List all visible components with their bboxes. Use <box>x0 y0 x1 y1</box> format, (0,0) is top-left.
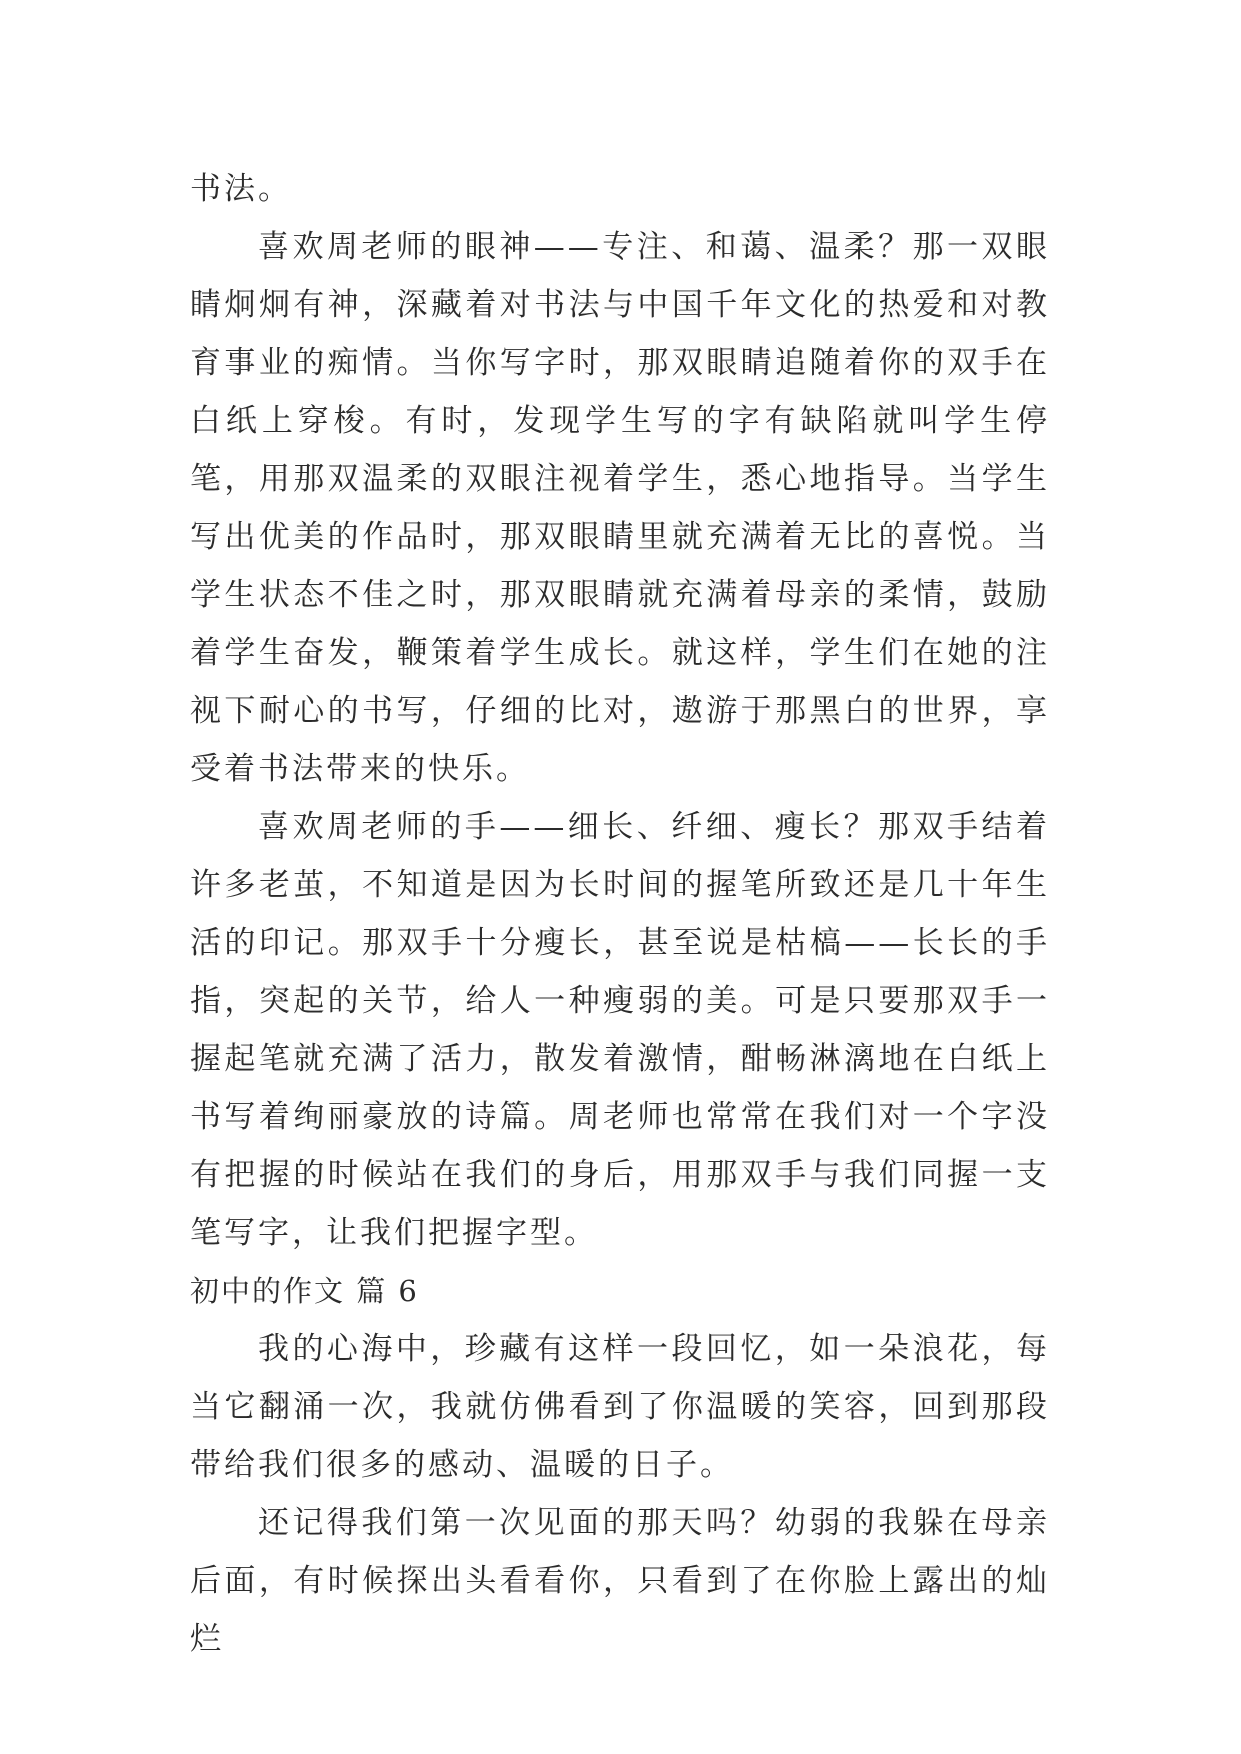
document-page <box>190 160 1050 1668</box>
paragraph-first-meeting: 还记得我们第一次见面的那天吗？幼弱的我躲在母亲后面，有时候探出头看看你，只看到了在你脸上露出的灿烂 <box>190 1505 1050 1657</box>
paragraph-continuation: 书法。 <box>190 171 292 207</box>
paragraph-teacher-hands: 喜欢周老师的手——细长、纤细、瘦长？那双手结着许多老茧，不知道是因为长时间的握笔所致还是几十年生活的印记。那双手十分瘦长，甚至说是枯槁——长长的手指，突起的关节，给人一种瘦弱的美。可是只要那双手一握起笔就充满了活力，散发着激情，酣畅淋漓地在白纸上书写着绚丽豪放的诗篇。周老师也常常在我们对一个字没有把握的时候站在我们的身后，用那双手与我们同握一支笔写字，让我们把握字型。 <box>190 809 1050 1251</box>
paragraph-teacher-eyes: 喜欢周老师的眼神——专注、和蔼、温柔？那一双眼睛炯炯有神，深藏着对书法与中国千年文化的热爱和对教育事业的痴情。当你写字时，那双眼睛追随着你的双手在白纸上穿梭。有时，发现学生写的字有缺陷就叫学生停笔，用那双温柔的双眼注视着学生，悉心地指导。当学生写出优美的作品时，那双眼睛里就充满着无比的喜悦。当学生状态不佳之时，那双眼睛就充满着母亲的柔情，鼓励着学生奋发，鞭策着学生成长。就这样，学生们在她的注视下耐心的书写，仔细的比对，遨游于那黑白的世界，享受着书法带来的快乐。 <box>190 229 1050 787</box>
paragraph-memory: 我的心海中，珍藏有这样一段回忆，如一朵浪花，每当它翻涌一次，我就仿佛看到了你温暖的笑容，回到那段带给我们很多的感动、温暖的日子。 <box>190 1331 1050 1483</box>
section-heading: 初中的作文 篇 6 <box>190 1274 419 1308</box>
